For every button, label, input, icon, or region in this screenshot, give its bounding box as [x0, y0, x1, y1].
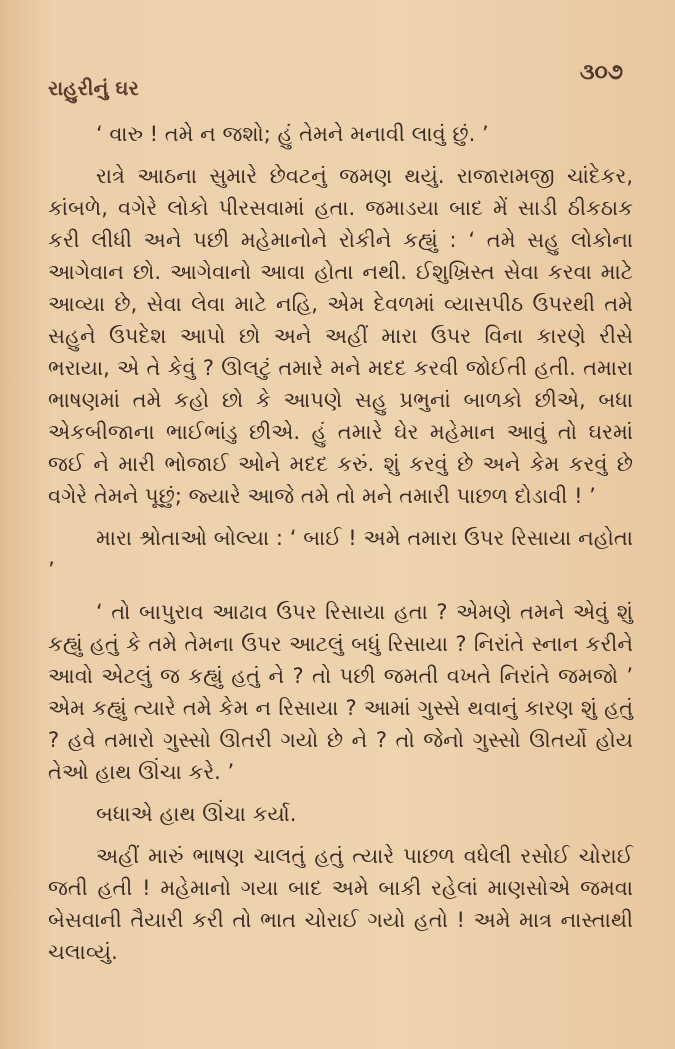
page-body: [48, 118, 633, 978]
paragraph: ‘ વારુ ! તમે ન જશો; હું તેમને મનાવી લાવું છું. ’: [96, 122, 489, 146]
page-number: ૩૦૭: [579, 60, 623, 85]
running-title: રાહુરીનું ઘર: [48, 76, 139, 100]
paragraph: બધાએ હાથ ઊંચા કર્યા.: [96, 802, 297, 826]
paragraph: રાત્રે આઠના સુમારે છેવટનું જમણ થયું. રાજારામજી ચાંદેકર, કાંબળે, વગેરે લોકો પીરસવામાં હતા. જમાડયા બાદ મેં સાડી ઠીકઠાક કરી લીધી અને પછી મહેમાનોને રોકીને કહ્યું : ‘ તમે સહુ લોકોના આગેવાન છો. આગેવાનો આવા હોતા નથી. ઈશુખ્રિસ્ત સેવા કરવા માટે આવ્યા છે, સેવા લેવા માટે નહિ, એમ દેવળમાં વ્યાસપીઠ ઉપરથી તમે સહુને ઉપદેશ આપો છો અને અહીં મારા ઉપર વિના કારણે રીસે ભરાયા, એ તે કેવું ? ઊલટું તમારે મને મદદ કરવી જોઈતી હતી. તમારા ભાષણમાં તમે કહો છો કે આપણે સહુ પ્રભુનાં બાળકો છીએ, બધા એકબીજાના ભાઈભાંડુ છીએ. હું તમારે ઘેર મહેમાન આવું તો ઘરમાં જઈ ને મારી ભોજાઈ ઓને મદદ કરું. શું કરવું છે અને કેમ કરવું છે વગેરે તેમને પૂછું; જ્યારે આજે તમે તો મને તમારી પાછળ દોડાવી ! ’: [48, 164, 633, 508]
page-header: [0, 52, 675, 102]
paragraph: મારા શ્રોતાઓ બોલ્યા : ‘ બાઈ ! અમે તમારા ઉપર રિસાયા નહોતા ’: [48, 526, 633, 582]
paragraph: ‘ તો બાપુરાવ આઢાવ ઉપર રિસાયા હતા ? એમણે તમને એવું શું કહ્યું હતું કે તમે તેમના ઉપર આટલું બધું રિસાયા ? નિરાંતે સ્નાન કરીને આવો એટલું જ કહ્યું હતું ને ? તો પછી જમતી વખતે નિરાંતે જમજો ’ એમ કહ્યું ત્યારે તમે કેમ ન રિસાયા ? આમાં ગુસ્સે થવાનું કારણ શું હતું ? હવે તમારો ગુસ્સો ઊતરી ગયો છે ને ? તો જેનો ગુસ્સો ઊતર્યો હોય તેઓ હાથ ઊંચા કરે. ’: [48, 600, 633, 784]
paragraph: અહીં મારું ભાષણ ચાલતું હતું ત્યારે પાછળ વધેલી રસોઈ ચોરાઈ જતી હતી ! મહેમાનો ગયા બાદ અમે બાકી રહેલાં માણસોએ જમવા બેસવાની તૈયારી કરી તો ભાત ચોરાઈ ગયો હતો ! અમે માત્ર નાસ્તાથી ચલાવ્યું.: [48, 844, 633, 964]
